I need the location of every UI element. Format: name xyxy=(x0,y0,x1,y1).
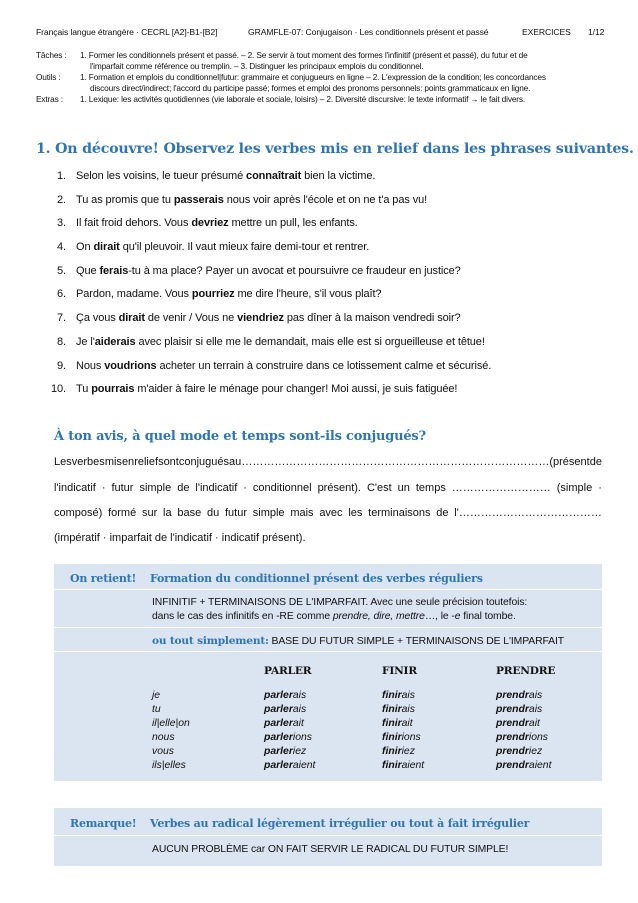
question-word: futur xyxy=(111,482,134,494)
verb-ending: ais xyxy=(401,690,415,701)
sentence-number: 9. xyxy=(57,360,66,372)
verb-stem: parler xyxy=(264,718,293,729)
sentence-fragment: de venir / Vous ne xyxy=(144,312,238,324)
conj-form xyxy=(264,746,306,757)
question-title: À ton avis, à quel mode et temps sont-ils conjugués? xyxy=(54,429,426,444)
verb-ending: ions xyxy=(292,732,312,743)
retient-divider xyxy=(54,651,602,652)
sentence-text xyxy=(76,194,427,206)
question-word: C'est xyxy=(366,482,392,494)
sentence-number: 4. xyxy=(57,241,66,253)
remarque-divider xyxy=(54,835,602,836)
sentence-number: 7. xyxy=(57,312,66,324)
verb-ending: ait xyxy=(401,718,413,729)
verb-stem: finir xyxy=(382,690,402,701)
sentence-number: 8. xyxy=(57,336,66,348)
header-course: Français langue étrangère · CECRL [A2]-B1-[B2] xyxy=(36,27,218,37)
verb-ending: ions xyxy=(401,732,421,743)
taches-line-2: l'imparfait comme référence ou tremplin. – 3. Distinguer les principaux emplois du conditionnel. xyxy=(90,61,424,71)
question-word: sur xyxy=(141,507,158,519)
verb-ending: aient xyxy=(292,760,316,771)
conj-form xyxy=(264,690,306,701)
retient-box xyxy=(54,564,602,781)
verb-stem: parler xyxy=(264,732,293,743)
highlighted-verb: ferais xyxy=(99,265,129,277)
verb-ending: iez xyxy=(292,746,307,757)
sentence-fragment: avec plaisir si elle me le demandait, mais elle est si orgueilleuse et têtue! xyxy=(135,336,485,348)
extras-line-1: 1. Lexique: les activités quotidiennes (vie laborale et sociale, loisirs) – 2. Diversité discursive: le texte informatif → le fait divers. xyxy=(80,94,526,104)
question-word: de xyxy=(589,456,602,468)
question-word: un xyxy=(397,482,410,494)
highlighted-verb: viendriez xyxy=(237,312,284,324)
sentence-fragment: nous voir après l'école et on ne t'a pas vu! xyxy=(223,194,428,206)
verb-stem: prendr xyxy=(496,732,529,743)
verb-stem: finir xyxy=(382,760,402,771)
header-page-number: 1/12 xyxy=(588,27,605,37)
question-word: ……………………… xyxy=(451,482,551,494)
verb-stem: parler xyxy=(264,704,293,715)
highlighted-verb: dirait xyxy=(118,312,145,324)
sentence-text xyxy=(76,217,358,229)
question-word: avec xyxy=(319,507,343,519)
conj-form xyxy=(382,718,413,729)
highlighted-verb: devriez xyxy=(191,217,229,229)
pronoun-text: ils|elles xyxy=(152,760,186,771)
conj-form xyxy=(264,704,306,715)
verb-ending: ait xyxy=(528,718,540,729)
header-module: GRAMFLE-07: Conjugaison · Les conditionnels présent et passé xyxy=(248,27,489,37)
question-word: · xyxy=(243,482,247,494)
sentence-fragment: Que xyxy=(76,265,100,277)
conj-form xyxy=(264,718,304,729)
question-word: au xyxy=(229,456,242,468)
verb-stem: prendr xyxy=(496,746,529,757)
question-word: de xyxy=(436,507,449,519)
verb-ending: ais xyxy=(528,704,543,715)
question-word: l'indicatif xyxy=(54,482,96,494)
verb-ending: ais xyxy=(401,704,415,715)
sentence-fragment: Pardon, madame. Vous xyxy=(76,288,192,300)
verb-ending: ions xyxy=(528,732,548,743)
conj-header-text: PRENDRE xyxy=(496,665,556,677)
sentence-fragment: Nous xyxy=(76,360,105,372)
conj-header xyxy=(382,665,417,677)
question-word: de xyxy=(177,482,190,494)
sentence-fragment: me dire l'heure, s'il vous plaît? xyxy=(234,288,382,300)
remarque-title: Verbes au radical légèrement irrégulier ou tout à fait irrégulier xyxy=(150,817,530,830)
sentence-fragment: m'aider à faire le ménage pour changer! Moi aussi, je suis fatiguée! xyxy=(134,383,458,395)
conj-form xyxy=(382,690,415,701)
verb-ending: aient xyxy=(528,760,552,771)
sentence-fragment: acheter un terrain à construire dans ce lotissement calme et sécurisé. xyxy=(156,360,492,372)
retient-divider xyxy=(54,627,602,628)
conj-form xyxy=(382,704,415,715)
sentence-text xyxy=(76,288,381,300)
remarque-text: AUCUN PROBLÈME car ON FAIT SERVIR LE RADICAL DU FUTUR SIMPLE! xyxy=(152,844,509,855)
conj-form xyxy=(382,746,415,757)
sentence-fragment: Selon les voisins, le tueur présumé xyxy=(76,170,247,182)
verb-ending: ais xyxy=(528,690,543,701)
sentence-fragment: Il fait froid dehors. Vous xyxy=(76,217,192,229)
verb-stem: prendr xyxy=(496,704,529,715)
remarque-label: Remarque! xyxy=(70,817,137,830)
remarque-box xyxy=(54,808,602,866)
sentence-text xyxy=(76,265,461,277)
question-word: mis xyxy=(104,456,122,468)
highlighted-verb: passerais xyxy=(173,194,224,206)
header-section: EXERCICES xyxy=(522,27,571,37)
highlighted-verb: dirait xyxy=(93,241,120,253)
retient-divider xyxy=(54,589,602,590)
conj-form xyxy=(496,732,548,743)
verb-stem: finir xyxy=(382,704,402,715)
sentence-number: 3. xyxy=(57,217,66,229)
retient-rule-2: dans le cas des infinitifs en -RE comme prendre, dire, mettre…, le -e final tombe. xyxy=(152,611,516,622)
question-word: du xyxy=(206,507,220,519)
taches-label: Tâches : xyxy=(36,50,67,60)
question-word: temps xyxy=(415,482,446,494)
highlighted-verb: voudrions xyxy=(104,360,157,372)
sentence-fragment: -tu à ma place? Payer un avocat et poursuivre ce fraudeur en justice? xyxy=(128,265,461,277)
question-word: (simple xyxy=(556,482,593,494)
question-word: les xyxy=(348,507,363,519)
sentence-fragment: qu'il pleuvoir. Il vaut mieux faire demi-tour et rentrer. xyxy=(119,241,370,253)
sentence-number: 6. xyxy=(57,288,66,300)
outils-line-2: discours direct/indirect; l'accord du participe passé; formes et emploi des pronoms personnels: points grammaticaux en ligne. xyxy=(90,83,531,93)
conj-pronoun xyxy=(152,746,174,757)
verb-ending: ait xyxy=(292,718,304,729)
highlighted-verb: connaîtrait xyxy=(246,170,302,182)
conj-header xyxy=(264,665,311,677)
question-word: composé) xyxy=(54,507,103,519)
sentence-number: 2. xyxy=(57,194,66,206)
question-word: terminaisons xyxy=(368,507,431,519)
question-word: simple xyxy=(139,482,172,494)
verb-stem: prendr xyxy=(496,690,529,701)
outils-line-1: 1. Formation et emplois du conditionnel|futur: grammaire et conjugueurs en ligne – 2. L'expression de la condition; les concordances xyxy=(80,72,546,82)
conj-form xyxy=(264,732,312,743)
conj-form xyxy=(382,760,424,771)
retient-rule-1: INFINITIF + TERMINAISONS DE L'IMPARFAIT. Avec une seule précision toutefois: xyxy=(152,597,528,608)
sentence-number: 5. xyxy=(57,265,66,277)
highlighted-verb: aiderais xyxy=(94,336,136,348)
conj-pronoun xyxy=(152,704,161,715)
verb-ending: iez xyxy=(401,746,415,757)
conj-pronoun xyxy=(152,760,186,771)
question-word: simple xyxy=(252,507,285,519)
highlighted-verb: pourrais xyxy=(91,383,135,395)
question-word: la xyxy=(163,507,172,519)
sentence-text xyxy=(76,383,457,395)
question-word: relief xyxy=(134,456,159,468)
verb-stem: prendr xyxy=(496,718,529,729)
question-word: formé xyxy=(108,507,137,519)
sentence-text xyxy=(76,336,485,348)
question-word: · xyxy=(101,482,106,494)
conj-header xyxy=(496,665,555,677)
verb-stem: prendr xyxy=(496,760,529,771)
verb-stem: finir xyxy=(382,718,402,729)
conj-header-text: PARLER xyxy=(264,665,312,677)
sentence-fragment: Ça vous xyxy=(76,312,119,324)
highlighted-verb: pourriez xyxy=(191,288,235,300)
page-header xyxy=(36,27,608,39)
question-word: l'indicatif xyxy=(195,482,238,494)
pronoun-text: je xyxy=(152,690,161,701)
verb-ending: ais xyxy=(292,704,307,715)
verb-stem: finir xyxy=(382,732,402,743)
conj-form xyxy=(264,760,315,771)
verb-ending: aient xyxy=(401,760,425,771)
pronoun-text: vous xyxy=(152,746,174,757)
pronoun-text: tu xyxy=(152,704,161,715)
question-word: base xyxy=(177,507,202,519)
sentence-number: 10. xyxy=(51,383,66,395)
sentence-fragment: mettre un pull, les enfants. xyxy=(228,217,358,229)
retient-alt-rule: ou tout simplement: BASE DU FUTUR SIMPLE + TERMINAISONS DE L'IMPARFAIT xyxy=(152,635,565,647)
question-word: mais xyxy=(290,507,314,519)
conj-pronoun xyxy=(152,732,175,743)
conj-form xyxy=(496,760,551,771)
verb-stem: parler xyxy=(264,760,293,771)
sentence-text xyxy=(76,360,491,372)
section-1-title: 1. On découvre! Observez les verbes mis en relief dans les phrases suivantes. xyxy=(36,141,634,157)
extras-label: Extras : xyxy=(36,94,63,104)
sentence-fragment: pas dîner à la maison vendredi soir? xyxy=(283,312,461,324)
verb-stem: parler xyxy=(264,746,293,757)
question-word: ………………………………………………………………………… xyxy=(241,456,550,468)
retient-label: On retient! xyxy=(70,572,137,585)
retient-title: Formation du conditionnel présent des verbes réguliers xyxy=(150,572,483,585)
verb-ending: ais xyxy=(292,690,307,701)
verb-ending: iez xyxy=(528,746,543,757)
verb-stem: finir xyxy=(382,746,402,757)
question-line-3 xyxy=(54,507,602,519)
question-word: · xyxy=(598,482,602,494)
question-word: Les xyxy=(54,456,72,468)
question-word: sont xyxy=(158,456,179,468)
question-word: présent). xyxy=(317,482,361,494)
sentence-fragment: Tu as promis que tu xyxy=(76,194,174,206)
conj-header-text: FINIR xyxy=(382,665,417,677)
sentence-fragment: bien la victime. xyxy=(301,170,376,182)
question-word: (présent xyxy=(549,456,590,468)
question-word: en xyxy=(121,456,135,468)
pronoun-text: nous xyxy=(152,732,175,743)
sentence-text xyxy=(76,241,369,253)
conj-form xyxy=(496,690,542,701)
question-word: conjugués xyxy=(178,456,230,468)
sentence-text xyxy=(76,170,375,182)
conj-form xyxy=(496,746,542,757)
question-word: conditionnel xyxy=(252,482,312,494)
conj-pronoun xyxy=(152,690,160,701)
pronoun-text: il|elle|on xyxy=(152,718,190,729)
sentence-text xyxy=(76,312,461,324)
question-word: l'………………………………… xyxy=(454,507,602,519)
question-line-2 xyxy=(54,482,602,494)
question-line-1 xyxy=(54,456,602,468)
question-word: verbes xyxy=(71,456,105,468)
conj-form xyxy=(496,718,540,729)
conj-form xyxy=(496,704,542,715)
conj-form xyxy=(382,732,421,743)
verb-stem: parler xyxy=(264,690,293,701)
outils-label: Outils : xyxy=(36,72,61,82)
question-word: futur xyxy=(224,507,247,519)
sentence-fragment: Tu xyxy=(76,383,92,395)
question-line-4: (impératif · imparfait de l'indicatif · indicatif présent). xyxy=(54,532,306,544)
sentence-number: 1. xyxy=(57,170,66,182)
sentence-fragment: Je l' xyxy=(76,336,95,348)
conj-pronoun xyxy=(152,718,190,729)
taches-line-1: 1. Former les conditionnels présent et passé. – 2. Se servir à tout moment des formes l'infinitif (présent et passé), du futur et de xyxy=(80,50,528,60)
sentence-fragment: On xyxy=(76,241,94,253)
